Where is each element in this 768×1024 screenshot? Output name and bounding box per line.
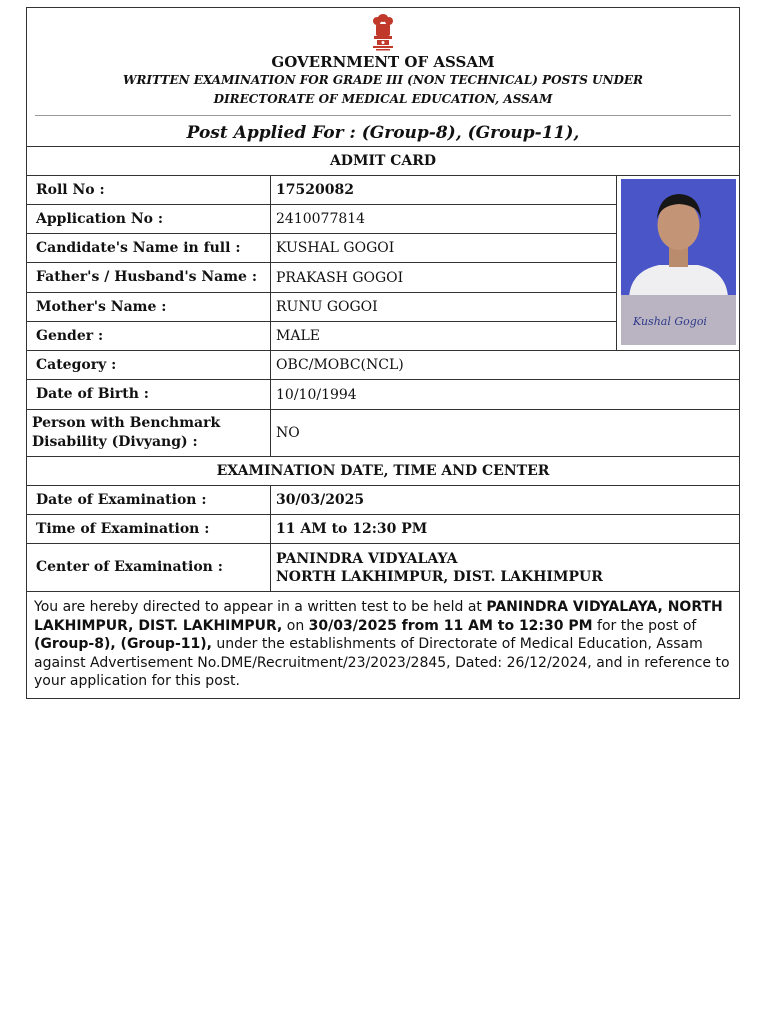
post-applied-for: Post Applied For : (Group-8), (Group-11), <box>186 123 580 143</box>
field-label: Mother's Name : <box>27 293 271 321</box>
government-title: GOVERNMENT OF ASSAM <box>271 53 495 71</box>
candidate-photo-block <box>27 176 739 351</box>
instruction-text: for the post of <box>592 617 697 634</box>
field-row-father-name <box>27 263 616 293</box>
photo-cell <box>617 176 739 350</box>
instruction-center: PANINDRA VIDYALAYA, NORTH LAKHIMPUR, DIST. LAKHIMPUR, <box>34 599 723 634</box>
state-emblem-icon <box>368 12 398 52</box>
exam-date-label: Date of Examination : <box>27 486 271 514</box>
instruction-paragraph <box>27 592 739 698</box>
field-row-application-no <box>27 205 616 234</box>
field-label: Gender : <box>27 322 271 350</box>
center-line2: NORTH LAKHIMPUR, DIST. LAKHIMPUR <box>276 568 603 585</box>
exam-date-value: 30/03/2025 <box>276 492 365 508</box>
field-row-mother-name <box>27 293 616 322</box>
exam-time-value: 11 AM to 12:30 PM <box>276 521 428 537</box>
field-label: Candidate's Name in full : <box>27 234 271 262</box>
field-row-dob <box>27 380 739 410</box>
field-label: Date of Birth : <box>27 380 271 409</box>
instruction-datetime: 30/03/2025 from 11 AM to 12:30 PM <box>308 617 593 634</box>
exam-time-row <box>27 515 739 544</box>
field-row-disability <box>27 410 739 457</box>
admit-card-title: ADMIT CARD <box>27 147 739 176</box>
disability-value: NO <box>276 425 300 441</box>
candidate-photo <box>621 179 736 345</box>
exam-title-line1: WRITTEN EXAMINATION FOR GRADE III (NON TECHNICAL) POSTS UNDER <box>122 73 643 87</box>
mother-name-value: RUNU GOGOI <box>276 299 378 315</box>
exam-section-title: EXAMINATION DATE, TIME AND CENTER <box>27 457 739 486</box>
exam-title-line2: DIRECTORATE OF MEDICAL EDUCATION, ASSAM <box>213 92 553 106</box>
field-label: Person with Benchmark Disability (Divyang) : <box>27 410 271 456</box>
application-no-value: 2410077814 <box>276 211 366 227</box>
admit-card <box>26 7 740 699</box>
exam-center-row <box>27 544 739 592</box>
instruction-text: on <box>282 617 309 634</box>
exam-center-label: Center of Examination : <box>27 544 271 591</box>
exam-time-label: Time of Examination : <box>27 515 271 543</box>
roll-no-value: 17520082 <box>276 182 354 198</box>
field-row-candidate-name <box>27 234 616 263</box>
category-value: OBC/MOBC(NCL) <box>276 357 404 373</box>
card-header <box>27 8 739 147</box>
father-name-value: PRAKASH GOGOI <box>276 269 404 286</box>
field-label: Roll No : <box>27 176 271 204</box>
dob-value: 10/10/1994 <box>276 386 357 403</box>
exam-center-value <box>271 544 739 591</box>
gender-value: MALE <box>276 328 320 344</box>
candidate-name-value: KUSHAL GOGOI <box>276 240 395 256</box>
field-row-gender <box>27 322 616 350</box>
center-line1: PANINDRA VIDYALAYA <box>276 550 458 567</box>
instruction-text: under the establishments of Directorate of Medical Education, Assam against Advertisement No.DME/Recruitment/23/2023/2845, Dated: 26/12/2024, and in reference to your application for this post. <box>34 636 730 689</box>
exam-date-row <box>27 486 739 515</box>
field-row-category <box>27 351 739 380</box>
field-label: Father's / Husband's Name : <box>27 263 271 292</box>
instruction-text: You are hereby directed to appear in a written test to be held at <box>34 599 487 615</box>
instruction-posts: (Group-8), (Group-11), <box>34 636 212 652</box>
field-label: Application No : <box>27 205 271 233</box>
field-label: Category : <box>27 351 271 379</box>
candidate-signature: Kushal Gogoi <box>632 315 707 328</box>
field-row-roll-no <box>27 176 616 205</box>
